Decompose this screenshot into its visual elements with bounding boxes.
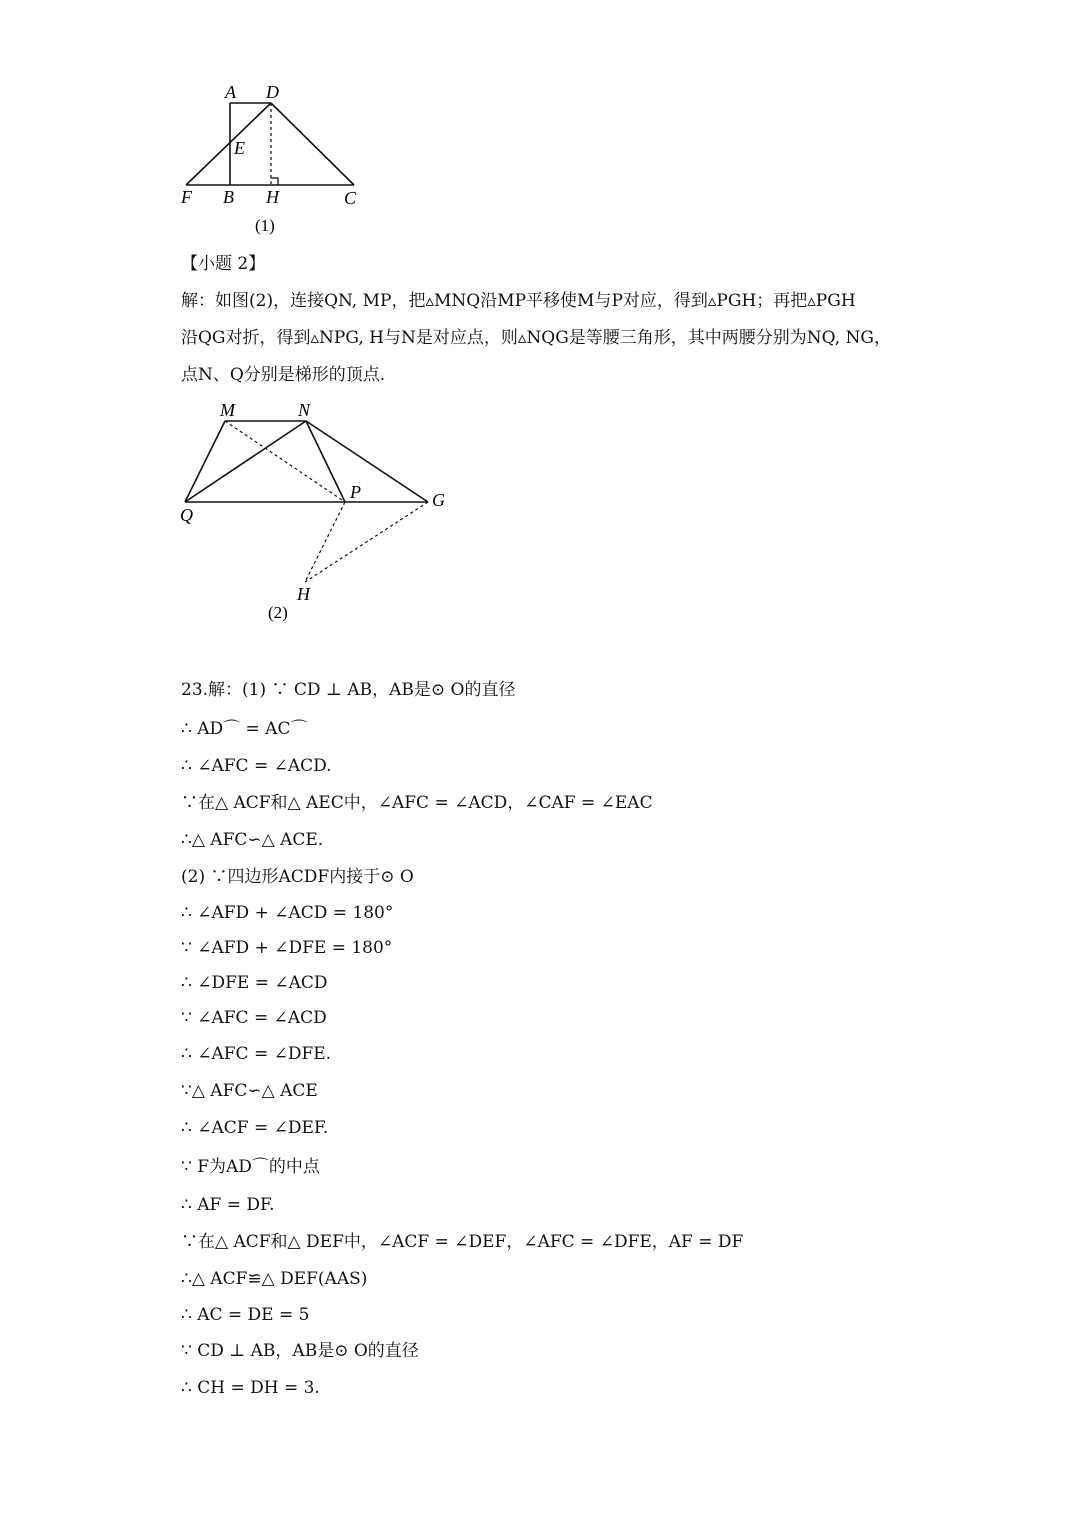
- label-n: N: [298, 400, 311, 420]
- label-g: G: [432, 490, 445, 510]
- part2-line-3: 点N、Q分别是梯形的顶点.: [181, 365, 386, 385]
- label-a: A: [225, 82, 236, 102]
- q23-line-16: ∵在△ ACF和△ DEF中，∠ACF = ∠DEF，∠AFC = ∠DFE，AF = DF: [181, 1232, 744, 1252]
- segment-fd: [186, 103, 271, 185]
- segment-ph-dashed: [305, 502, 345, 582]
- right-angle-mark: [271, 178, 278, 185]
- q23-line-8: ∵ ∠AFD + ∠DFE = 180°: [181, 938, 393, 958]
- q23-line-19: ∵ CD ⊥ AB，AB是⊙ O的直径: [181, 1341, 419, 1361]
- label-c: C: [344, 188, 357, 208]
- q23-line-2: ∴ AD⌒ = AC⌒: [181, 719, 308, 739]
- segment-gh-dashed: [305, 502, 428, 582]
- segment-ng: [306, 421, 428, 502]
- q23-line-10: ∵ ∠AFC = ∠ACD: [181, 1008, 327, 1028]
- q23-line-9: ∴ ∠DFE = ∠ACD: [181, 973, 328, 993]
- label-f: F: [181, 187, 192, 207]
- label-q: Q: [180, 505, 193, 525]
- q23-line-13: ∴ ∠ACF = ∠DEF.: [181, 1118, 329, 1138]
- q23-line-11: ∴ ∠AFC = ∠DFE.: [181, 1044, 332, 1064]
- part2-line-2: 沿QG对折，得到▵NPG, H与N是对应点，则▵NQG是等腰三角形，其中两腰分别为NQ, NG，: [181, 328, 891, 348]
- segment-mp-dashed: [225, 421, 345, 502]
- part2-line-1: 解：如图(2)，连接QN, MP，把▵MNQ沿MP平移使M与P对应，得到▵PGH；再把▵PGH: [181, 291, 856, 311]
- label-m: M: [220, 400, 235, 420]
- q23-line-1: 23.解：(1) ∵ CD ⊥ AB，AB是⊙ O的直径: [181, 680, 516, 700]
- label-h2: H: [297, 584, 310, 604]
- figure-2-caption: (2): [268, 603, 288, 622]
- q23-line-5: ∴△ AFC∽△ ACE.: [181, 830, 324, 850]
- label-e: E: [234, 138, 245, 158]
- q23-line-17: ∴△ ACF≌△ DEF(AAS): [181, 1269, 368, 1289]
- part2-heading: 【小题 2】: [181, 254, 266, 274]
- q23-line-15: ∴ AF = DF.: [181, 1195, 275, 1215]
- segment-dc: [271, 103, 354, 185]
- q23-line-4: ∵在△ ACF和△ AEC中，∠AFC = ∠ACD，∠CAF = ∠EAC: [181, 793, 653, 813]
- q23-line-18: ∴ AC = DE = 5: [181, 1305, 310, 1325]
- q23-line-12: ∵△ AFC∽△ ACE: [181, 1081, 318, 1101]
- label-b: B: [223, 187, 234, 207]
- q23-line-6: (2) ∵四边形ACDF内接于⊙ O: [181, 867, 414, 887]
- q23-line-20: ∴ CH = DH = 3.: [181, 1378, 320, 1398]
- label-h: H: [266, 187, 279, 207]
- label-d: D: [266, 82, 279, 102]
- figure-1-caption: (1): [255, 216, 275, 235]
- label-p: P: [350, 482, 361, 502]
- q23-line-7: ∴ ∠AFD + ∠ACD = 180°: [181, 903, 394, 923]
- figure-2-construction: [170, 395, 470, 630]
- segment-qn: [185, 421, 306, 502]
- q23-line-14: ∵ F为AD⌒的中点: [181, 1157, 320, 1177]
- q23-line-3: ∴ ∠AFC = ∠ACD.: [181, 756, 332, 776]
- segment-qm: [185, 421, 225, 502]
- figure-1-trapezoid: [170, 78, 390, 243]
